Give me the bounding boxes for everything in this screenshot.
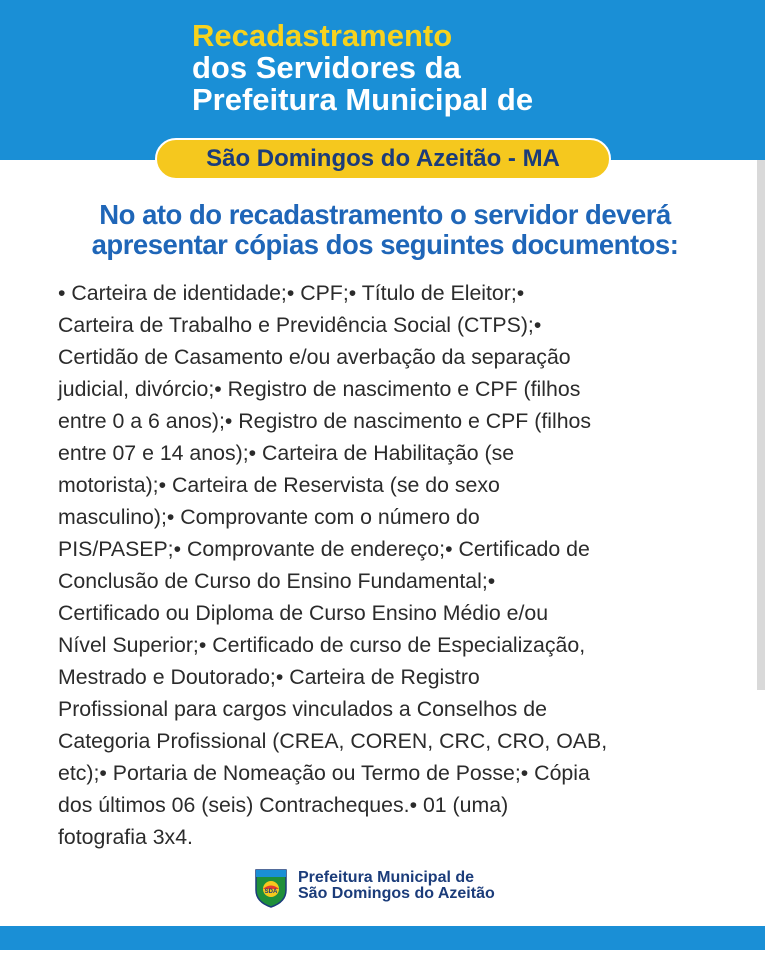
intro-heading	[40, 200, 730, 260]
body-line: Categoria Profissional (CREA, COREN, CRC, CRO, OAB,	[58, 729, 608, 753]
title-line-1: Recadastramento	[192, 18, 453, 53]
intro-line-2: apresentar cópias dos seguintes documentos:	[91, 229, 679, 260]
documents-list	[58, 277, 738, 853]
body-line: dos últimos 06 (seis) Contracheques.• 01 (uma)	[58, 793, 509, 817]
body-line: etc);• Portaria de Nomeação ou Termo de Posse;• Cópia	[58, 761, 590, 785]
intro-line-1: No ato do recadastramento o servidor deverá	[99, 199, 671, 230]
body-line: judicial, divórcio;• Registro de nascimento e CPF (filhos	[58, 377, 581, 401]
coat-of-arms-icon	[252, 866, 290, 908]
body-line: PIS/PASEP;• Comprovante de endereço;• Certificado de	[58, 537, 590, 561]
footer-bar	[0, 926, 765, 950]
right-edge-strip	[757, 160, 765, 690]
city-pill: São Domingos do Azeitão - MA	[155, 138, 611, 180]
title-line-3: Prefeitura Municipal de	[192, 82, 534, 117]
logo-text: SDA	[264, 889, 278, 895]
body-line: entre 0 a 6 anos);• Registro de nascimento e CPF (filhos	[58, 409, 592, 433]
body-line: Profissional para cargos vinculados a Conselhos de	[58, 697, 547, 721]
body-line: masculino);• Comprovante com o número do	[58, 505, 480, 529]
body-line: Carteira de Trabalho e Previdência Social (CTPS);•	[58, 313, 542, 337]
header-title	[192, 20, 712, 116]
body-line: • Carteira de identidade;• CPF;• Título de Eleitor;•	[58, 281, 525, 305]
body-line: Mestrado e Doutorado;• Carteira de Registro	[58, 665, 480, 689]
body-line: Conclusão de Curso do Ensino Fundamental;•	[58, 569, 496, 593]
body-line: Certificado ou Diploma de Curso Ensino Médio e/ou	[58, 601, 549, 625]
body-line: Nível Superior;• Certificado de curso de Especialização,	[58, 633, 586, 657]
city-pill-wrapper	[0, 134, 765, 186]
footer-line-2: São Domingos do Azeitão	[298, 885, 495, 902]
body-line: fotografia 3x4.	[58, 825, 193, 849]
footer-line-1: Prefeitura Municipal de	[298, 869, 475, 886]
body-line: motorista);• Carteira de Reservista (se do sexo	[58, 473, 500, 497]
body-line: entre 07 e 14 anos);• Carteira de Habilitação (se	[58, 441, 515, 465]
body-line: Certidão de Casamento e/ou averbação da separação	[58, 345, 571, 369]
footer-org-name	[298, 870, 495, 902]
title-line-2: dos Servidores da	[192, 50, 461, 85]
